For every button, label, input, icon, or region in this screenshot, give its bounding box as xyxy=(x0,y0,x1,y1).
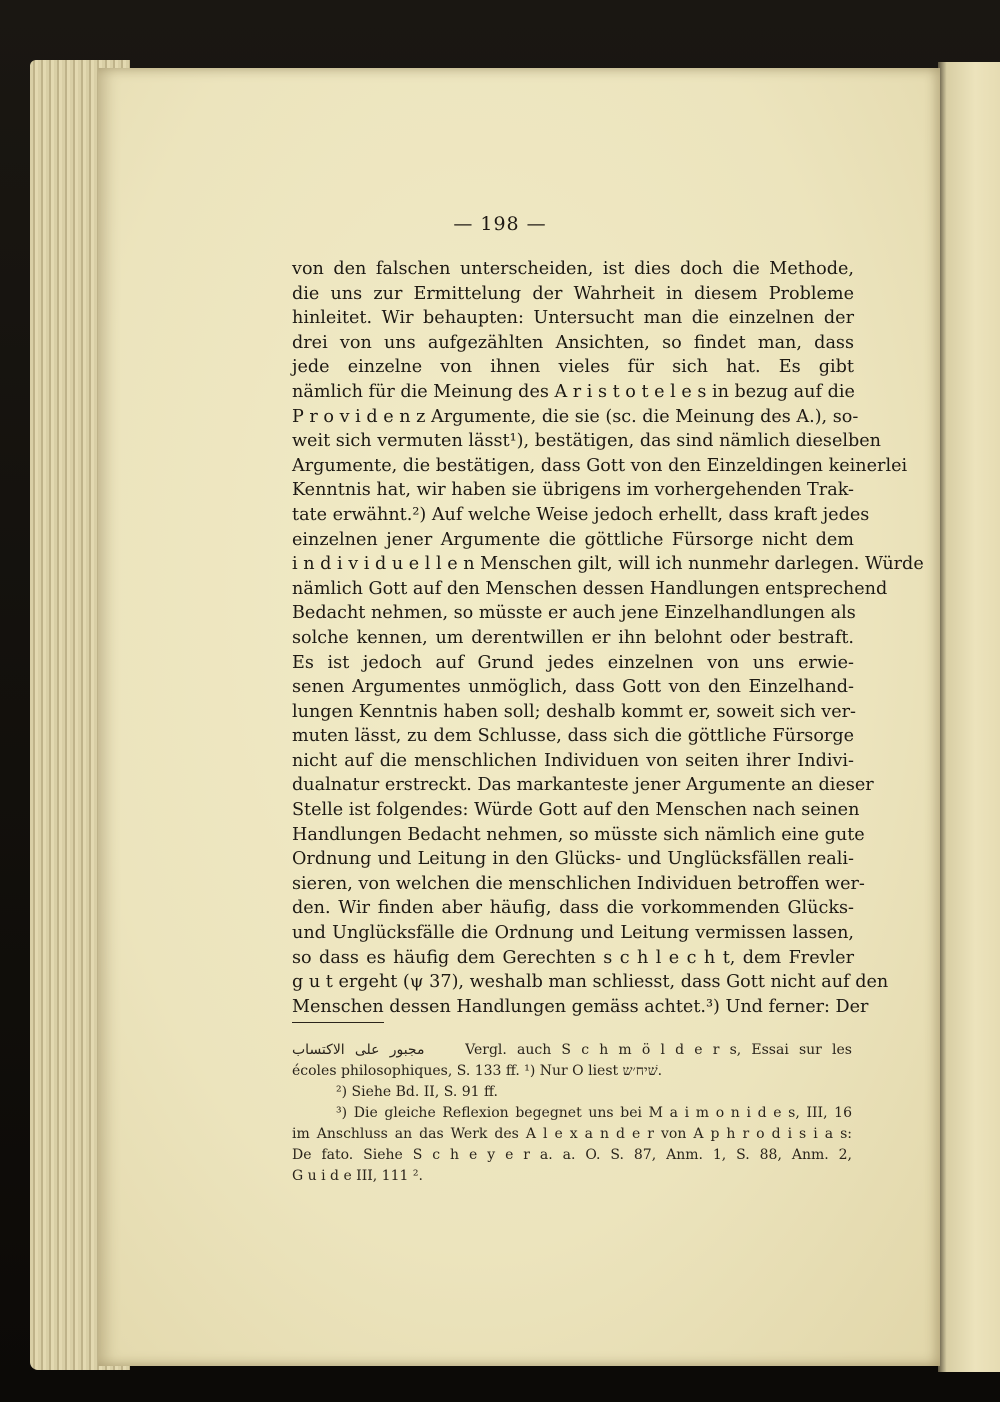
text-line: von den falschen unterscheiden, ist dies doch die Methode, xyxy=(292,259,854,279)
next-page-edge xyxy=(938,62,1000,1372)
text-line: i n d i v i d u e l l e n Menschen gilt, will ich nunmehr darlegen. Würde xyxy=(292,554,924,575)
text-line: nämlich Gott auf den Menschen dessen Handlungen entsprechend xyxy=(292,578,888,599)
text-line: Argumente, die bestätigen, dass Gott von den Einzeldingen keinerlei xyxy=(292,455,908,476)
text-line: drei von uns aufgezählten Ansichten, so findet man, dass xyxy=(292,332,854,353)
text-line: den. Wir finden aber häufig, dass die vorkommenden Glücks- xyxy=(292,898,854,919)
text-line: jede einzelne von ihnen vieles für sich hat. Es gibt xyxy=(292,357,854,378)
text-line: P r o v i d e n z Argumente, die sie (sc. die Meinung des A.), so- xyxy=(292,406,859,427)
text-line: solche kennen, um derentwillen er ihn belohnt oder bestraft. xyxy=(292,627,854,648)
text-line: sieren, von welchen die menschlichen Individuen betroffen wer- xyxy=(292,873,865,894)
text-line: g u t ergeht (ψ 37), weshalb man schliesst, dass Gott nicht auf den xyxy=(292,972,889,993)
text-line: nicht auf die menschlichen Individuen von seiten ihrer Indivi- xyxy=(292,750,854,771)
text-line: Stelle ist folgendes: Würde Gott auf den Menschen nach seinen xyxy=(292,800,860,821)
text-line: hinleitet. Wir behaupten: Untersucht man die einzelnen der xyxy=(292,308,854,329)
text-line: nämlich für die Meinung des A r i s t o t e l e s in bezug auf die xyxy=(292,381,855,402)
footnote-line: De fato. Siehe S c h e y e r a. a. O. S. 87, Anm. 1, S. 88, Anm. 2, xyxy=(292,1147,852,1163)
text-line: so dass es häufig dem Gerechten s c h l e c h t, dem Frevler xyxy=(292,947,854,968)
text-line: Es ist jedoch auf Grund jedes einzelnen von uns erwie- xyxy=(292,652,854,673)
page-number: — 198 — xyxy=(453,213,547,235)
text-line: die uns zur Ermittelung der Wahrheit in diesem Probleme xyxy=(292,283,854,304)
footnote-line: im Anschluss an das Werk des A l e x a n d e r von A p h r o d i s i a s: xyxy=(292,1126,852,1142)
text-line: weit sich vermuten lässt¹), bestätigen, das sind nämlich dieselben xyxy=(292,431,881,452)
text-line: muten lässt, zu dem Schlusse, dass sich die göttliche Fürsorge xyxy=(292,726,854,747)
text-line: lungen Kenntnis haben soll; deshalb kommt er, soweit sich ver- xyxy=(292,701,856,722)
footnote-text: Vergl. auch S c h m ö l d e r s, Essai sur les xyxy=(465,1042,852,1058)
text-line: einzelnen jener Argumente die göttliche Fürsorge nicht dem xyxy=(292,529,854,550)
footnotes xyxy=(292,1040,852,1187)
text-line: senen Argumentes unmöglich, dass Gott von den Einzelhand- xyxy=(292,677,854,698)
text-line: Bedacht nehmen, so müsste er auch jene Einzelhandlungen als xyxy=(292,603,856,624)
text-line: Menschen dessen Handlungen gemäss achtet.³) Und ferner: Der xyxy=(292,996,869,1017)
footnote-line: écoles philosophiques, S. 133 ff. ¹) Nur O liest שׁיח׳ש. xyxy=(292,1063,663,1079)
text-line: Ordnung und Leitung in den Glücks- und Unglücksfällen reali- xyxy=(292,849,854,870)
footnote-line: ³) Die gleiche Reflexion begegnet uns bei M a i m o n i d e s, III, 16 xyxy=(336,1105,852,1121)
footnote-line xyxy=(292,1040,852,1061)
text-line: Kenntnis hat, wir haben sie übrigens im vorhergehenden Trak- xyxy=(292,480,854,501)
main-text xyxy=(292,257,924,1019)
text-line: tate erwähnt.²) Auf welche Weise jedoch erhellt, dass kraft jedes xyxy=(292,504,870,525)
arabic-phrase: مجبور على الاكتساب xyxy=(292,1042,425,1058)
text-line: dualnatur erstreckt. Das markanteste jener Argumente an dieser xyxy=(292,775,874,796)
text-line: und Unglücksfälle die Ordnung und Leitung vermissen lassen, xyxy=(292,923,854,944)
footnote-line: G u i d e III, 111 ². xyxy=(292,1168,423,1184)
footnote-divider xyxy=(292,1022,384,1023)
footnote-line: ²) Siehe Bd. II, S. 91 ff. xyxy=(336,1084,498,1100)
text-line: Handlungen Bedacht nehmen, so müsste sich nämlich eine gute xyxy=(292,824,865,845)
